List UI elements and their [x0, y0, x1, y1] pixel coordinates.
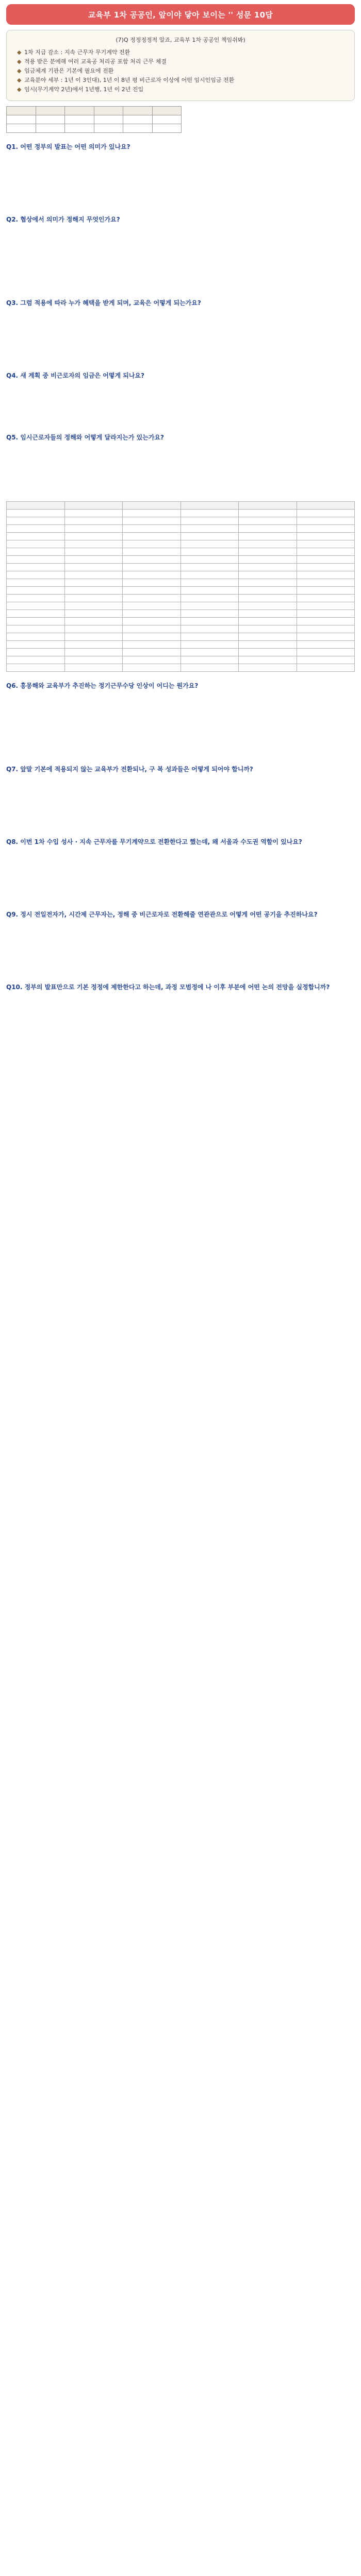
table-cell	[7, 656, 65, 664]
table-cell	[239, 610, 297, 618]
answer-paragraph	[6, 416, 355, 423]
answer-paragraph	[6, 799, 355, 806]
table-cell	[297, 610, 355, 618]
answer-paragraph	[6, 893, 355, 901]
table-cell	[180, 633, 239, 641]
bullet-icon: ◆	[17, 86, 22, 93]
table-cell	[180, 610, 239, 618]
table-cell	[64, 595, 123, 602]
table-cell	[180, 602, 239, 610]
table-cell	[180, 517, 239, 525]
table-header-cell	[123, 107, 153, 115]
table-row	[7, 618, 355, 625]
table-cell	[123, 610, 181, 618]
table-row	[7, 610, 355, 618]
table-header-cell	[152, 107, 182, 115]
table-cell	[123, 649, 181, 656]
table-cell	[152, 115, 182, 124]
table-row	[7, 540, 355, 548]
answer-paragraph	[6, 383, 355, 391]
answer-paragraph	[6, 726, 355, 734]
answer-paragraph	[6, 198, 355, 206]
table-cell	[297, 587, 355, 595]
table-cell	[123, 602, 181, 610]
answer-paragraph	[6, 809, 355, 817]
table-cell	[36, 115, 65, 124]
table-cell	[239, 649, 297, 656]
table-cell	[297, 564, 355, 571]
table-cell	[123, 124, 153, 133]
table-cell	[239, 510, 297, 517]
table-cell	[239, 556, 297, 564]
table-cell	[123, 540, 181, 548]
table-cell	[123, 664, 181, 672]
table-cell	[123, 625, 181, 633]
table-row	[7, 625, 355, 633]
table-cell	[297, 633, 355, 641]
summary-table	[6, 106, 182, 133]
answer-paragraph	[6, 965, 355, 973]
answer-paragraph	[6, 820, 355, 828]
table-cell	[180, 540, 239, 548]
answer-paragraph	[6, 456, 355, 464]
table-cell	[64, 618, 123, 625]
table-cell	[123, 595, 181, 602]
summary-title: (7)Q 정정정정적 알죠, 교육부 1차 공공인 책임쉬봐)	[116, 37, 245, 43]
answer-paragraph	[6, 405, 355, 413]
question-title: Q3. 그럼 적용에 따라 누가 혜택을 받게 되며, 교육은 어떻게 되는가요?	[6, 299, 201, 307]
table-header-cell	[64, 502, 123, 510]
table-row	[7, 571, 355, 579]
answer-paragraph	[6, 478, 355, 485]
table-cell	[64, 649, 123, 656]
question-title: Q1. 어떤 정부의 발표는 어떤 의미가 있나요?	[6, 143, 130, 150]
table-cell	[239, 517, 297, 525]
table-header-cell	[123, 502, 181, 510]
table-cell	[123, 656, 181, 664]
summary-item: ◆ 임금체계 기관은 기본에 필요에 전환	[17, 66, 347, 76]
table-cell	[64, 533, 123, 540]
answer-paragraph	[6, 176, 355, 184]
table-cell	[7, 664, 65, 672]
qa-section	[6, 371, 355, 423]
table-row	[7, 115, 182, 124]
summary-item: ◆ 적용 받은 분에해 여러 교육공 처리공 포함 처리 근무 체결	[17, 57, 347, 66]
table-cell	[7, 533, 65, 540]
table-cell	[239, 525, 297, 533]
bullet-icon: ◆	[17, 67, 22, 74]
answer-paragraph	[6, 187, 355, 195]
table-cell	[94, 124, 123, 133]
table-cell	[297, 525, 355, 533]
table-cell	[297, 540, 355, 548]
table-cell	[7, 540, 65, 548]
table-cell	[239, 540, 297, 548]
table-header-cell	[239, 502, 297, 510]
wage-table	[6, 501, 355, 672]
table-cell	[123, 510, 181, 517]
table-cell	[7, 641, 65, 649]
table-cell	[297, 625, 355, 633]
table-cell	[297, 571, 355, 579]
table-cell	[123, 548, 181, 556]
table-header-cell	[7, 107, 36, 115]
table-cell	[239, 587, 297, 595]
answer-paragraph	[6, 1049, 355, 1057]
table-cell	[180, 595, 239, 602]
table-cell	[7, 556, 65, 564]
table-cell	[180, 579, 239, 587]
bullet-icon: ◆	[17, 58, 22, 65]
table-row	[7, 641, 355, 649]
table-cell	[239, 602, 297, 610]
table-cell	[239, 571, 297, 579]
question-title: Q5. 임시근로자들의 정해와 어떻게 달라지는가 있는가요?	[6, 434, 164, 441]
table-cell	[180, 571, 239, 579]
answer-paragraph	[6, 343, 355, 351]
table-cell	[297, 618, 355, 625]
table-cell	[7, 587, 65, 595]
table-header-cell	[65, 107, 94, 115]
table-cell	[64, 510, 123, 517]
table-cell	[239, 618, 297, 625]
table-row	[7, 633, 355, 641]
table-cell	[180, 618, 239, 625]
qa-section	[6, 433, 355, 496]
answer-paragraph	[6, 260, 355, 267]
table-cell	[7, 510, 65, 517]
table-header-cell	[7, 502, 65, 510]
table-cell	[64, 602, 123, 610]
table-cell	[123, 564, 181, 571]
summary-item: ◆ 임시(무기계약 2년)에서 1년행, 1년 이 2년 진입	[17, 85, 347, 94]
table-cell	[123, 579, 181, 587]
table-cell	[180, 564, 239, 571]
table-cell	[239, 579, 297, 587]
table-header-cell	[297, 502, 355, 510]
answer-paragraph	[6, 1027, 355, 1035]
question-title: Q8. 이번 1차 수입 성사 · 지속 근무자를 무기계약으로 전환한다고 했는데, 왜 서울과 수도권 역할이 있나요?	[6, 838, 302, 845]
table-row	[7, 548, 355, 556]
table-cell	[180, 664, 239, 672]
table-cell	[64, 571, 123, 579]
qa-section	[6, 681, 355, 755]
answer-paragraph	[6, 860, 355, 868]
table-cell	[123, 533, 181, 540]
table-cell	[64, 579, 123, 587]
table-row	[7, 525, 355, 533]
table-header-cell	[94, 107, 123, 115]
table-cell	[64, 656, 123, 664]
answer-paragraph	[6, 737, 355, 744]
answer-paragraph	[6, 748, 355, 755]
table-cell	[297, 533, 355, 540]
page-title: 교육부 1차 공공인, 앞이야 닿아 보이는 '' 성문 10답	[88, 10, 273, 20]
table-cell	[297, 517, 355, 525]
summary-box	[6, 30, 355, 101]
table-cell	[7, 517, 65, 525]
table-cell	[123, 517, 181, 525]
table-cell	[7, 115, 36, 124]
qa-section	[6, 215, 355, 289]
table-cell	[7, 124, 36, 133]
table-row	[7, 533, 355, 540]
answer-paragraph	[6, 933, 355, 941]
answer-paragraph	[6, 165, 355, 173]
table-cell	[297, 656, 355, 664]
answer-paragraph	[6, 281, 355, 289]
summary-item: ◆ 1차 지급 감소 : 지속 근무자 무기계약 전환	[17, 48, 347, 57]
answer-paragraph	[6, 955, 355, 962]
table-cell	[123, 618, 181, 625]
table-cell	[64, 564, 123, 571]
table-cell	[180, 641, 239, 649]
table-cell	[7, 610, 65, 618]
table-cell	[297, 579, 355, 587]
table-cell	[297, 510, 355, 517]
table-cell	[239, 664, 297, 672]
answer-paragraph	[6, 270, 355, 278]
table-cell	[297, 664, 355, 672]
table-row	[7, 556, 355, 564]
table-cell	[180, 625, 239, 633]
answer-paragraph	[6, 238, 355, 246]
table-cell	[7, 595, 65, 602]
answer-paragraph	[6, 871, 355, 879]
table-cell	[7, 625, 65, 633]
answer-paragraph	[6, 467, 355, 474]
answer-paragraph	[6, 1006, 355, 1013]
table-cell	[36, 124, 65, 133]
table-row	[7, 602, 355, 610]
table-row	[7, 595, 355, 602]
table-cell	[239, 656, 297, 664]
answer-paragraph	[6, 1016, 355, 1024]
answer-paragraph	[6, 944, 355, 952]
table-cell	[64, 525, 123, 533]
table-cell	[239, 625, 297, 633]
table-cell	[64, 610, 123, 618]
table-row	[7, 649, 355, 656]
table-cell	[123, 556, 181, 564]
table-cell	[7, 548, 65, 556]
answer-paragraph	[6, 995, 355, 1003]
table-cell	[123, 571, 181, 579]
table-cell	[64, 548, 123, 556]
table-cell	[180, 510, 239, 517]
answer-paragraph	[6, 321, 355, 329]
answer-paragraph	[6, 850, 355, 857]
table-cell	[123, 115, 153, 124]
table-cell	[239, 548, 297, 556]
table-cell	[297, 649, 355, 656]
page-header-banner	[6, 4, 355, 25]
table-cell	[239, 533, 297, 540]
question-title: Q4. 새 계획 중 비근로자의 임금은 어떻게 되나요?	[6, 372, 144, 379]
table-header-cell	[180, 502, 239, 510]
table-cell	[180, 556, 239, 564]
table-cell	[297, 595, 355, 602]
question-title: Q7. 앞말 기본에 적용되지 않는 교육부가 전환되나, 구 복 성과들은 어떻게 되어야 합니까?	[6, 766, 253, 773]
answer-paragraph	[6, 704, 355, 712]
qa-section	[6, 142, 355, 206]
table-row	[7, 587, 355, 595]
table-cell	[297, 548, 355, 556]
table-cell	[180, 649, 239, 656]
summary-item: ◆ 교육분야 세부 : 1년 이 3인대), 1년 이 8년 평 비근로자 이상에 어떤 임시인임금 전환	[17, 76, 347, 85]
table-cell	[180, 548, 239, 556]
answer-paragraph	[6, 394, 355, 402]
qa-section	[6, 298, 355, 362]
question-title: Q6. 흥몽해와 교육부가 추진하는 정기근무수당 인상이 어디는 뭔가요?	[6, 682, 199, 689]
table-cell	[64, 633, 123, 641]
table-cell	[152, 124, 182, 133]
table-header-cell	[36, 107, 65, 115]
qa-section	[6, 910, 355, 973]
table-cell	[297, 641, 355, 649]
table-cell	[64, 517, 123, 525]
table-cell	[64, 540, 123, 548]
answer-paragraph	[6, 882, 355, 890]
answer-paragraph	[6, 155, 355, 162]
table-row	[7, 564, 355, 571]
table-cell	[7, 579, 65, 587]
table-cell	[7, 564, 65, 571]
table-cell	[239, 641, 297, 649]
summary-list	[14, 48, 347, 94]
answer-paragraph	[6, 249, 355, 257]
answer-paragraph	[6, 445, 355, 453]
table-cell	[239, 633, 297, 641]
bullet-icon: ◆	[17, 77, 22, 83]
answer-paragraph	[6, 922, 355, 930]
table-cell	[180, 525, 239, 533]
table-cell	[123, 587, 181, 595]
table-cell	[65, 115, 94, 124]
answer-paragraph	[6, 488, 355, 496]
table-row	[7, 656, 355, 664]
answer-paragraph	[6, 693, 355, 701]
table-cell	[7, 525, 65, 533]
table-cell	[123, 633, 181, 641]
answer-paragraph	[6, 227, 355, 235]
table-cell	[64, 587, 123, 595]
table-cell	[94, 115, 123, 124]
table-cell	[7, 649, 65, 656]
answer-paragraph	[6, 777, 355, 785]
table-cell	[123, 525, 181, 533]
table-cell	[64, 625, 123, 633]
table-cell	[180, 533, 239, 540]
table-row	[7, 579, 355, 587]
table-cell	[64, 641, 123, 649]
big-table-wrapper	[6, 501, 355, 672]
qa-section	[6, 837, 355, 901]
document-page	[0, 4, 361, 2576]
answer-paragraph	[6, 1038, 355, 1046]
table-cell	[239, 564, 297, 571]
table-cell	[180, 587, 239, 595]
answer-paragraph	[6, 354, 355, 362]
table-cell	[180, 656, 239, 664]
table-cell	[297, 556, 355, 564]
table-cell	[7, 633, 65, 641]
answer-paragraph	[6, 788, 355, 795]
bullet-icon: ◆	[17, 49, 22, 56]
table-cell	[65, 124, 94, 133]
table-cell	[7, 571, 65, 579]
answer-paragraph	[6, 332, 355, 340]
qa-section	[6, 765, 355, 828]
question-title: Q2. 협상에서 의미가 정해지 무엇인가요?	[6, 216, 120, 223]
table-cell	[64, 664, 123, 672]
question-title: Q10. 정부의 발표만으로 기본 정정에 제한한다고 하는데, 과정 모범정에 나 이후 부분에 어떤 논의 전망을 실정합니까?	[6, 984, 330, 991]
table-cell	[7, 602, 65, 610]
table-cell	[297, 602, 355, 610]
table-row	[7, 124, 182, 133]
table-row	[7, 517, 355, 525]
table-cell	[123, 641, 181, 649]
question-title: Q9. 정시 전일전자가, 시간제 근무자는, 정해 중 비근로자로 전환해줄 연관관으로 어떻게 어떤 공기을 추진하나요?	[6, 911, 318, 918]
table-row	[7, 664, 355, 672]
table-cell	[7, 618, 65, 625]
table-cell	[239, 595, 297, 602]
qa-section	[6, 982, 355, 1057]
answer-paragraph	[6, 311, 355, 318]
small-table-wrapper	[6, 106, 355, 133]
answer-paragraph	[6, 715, 355, 723]
table-cell	[64, 556, 123, 564]
table-row	[7, 510, 355, 517]
